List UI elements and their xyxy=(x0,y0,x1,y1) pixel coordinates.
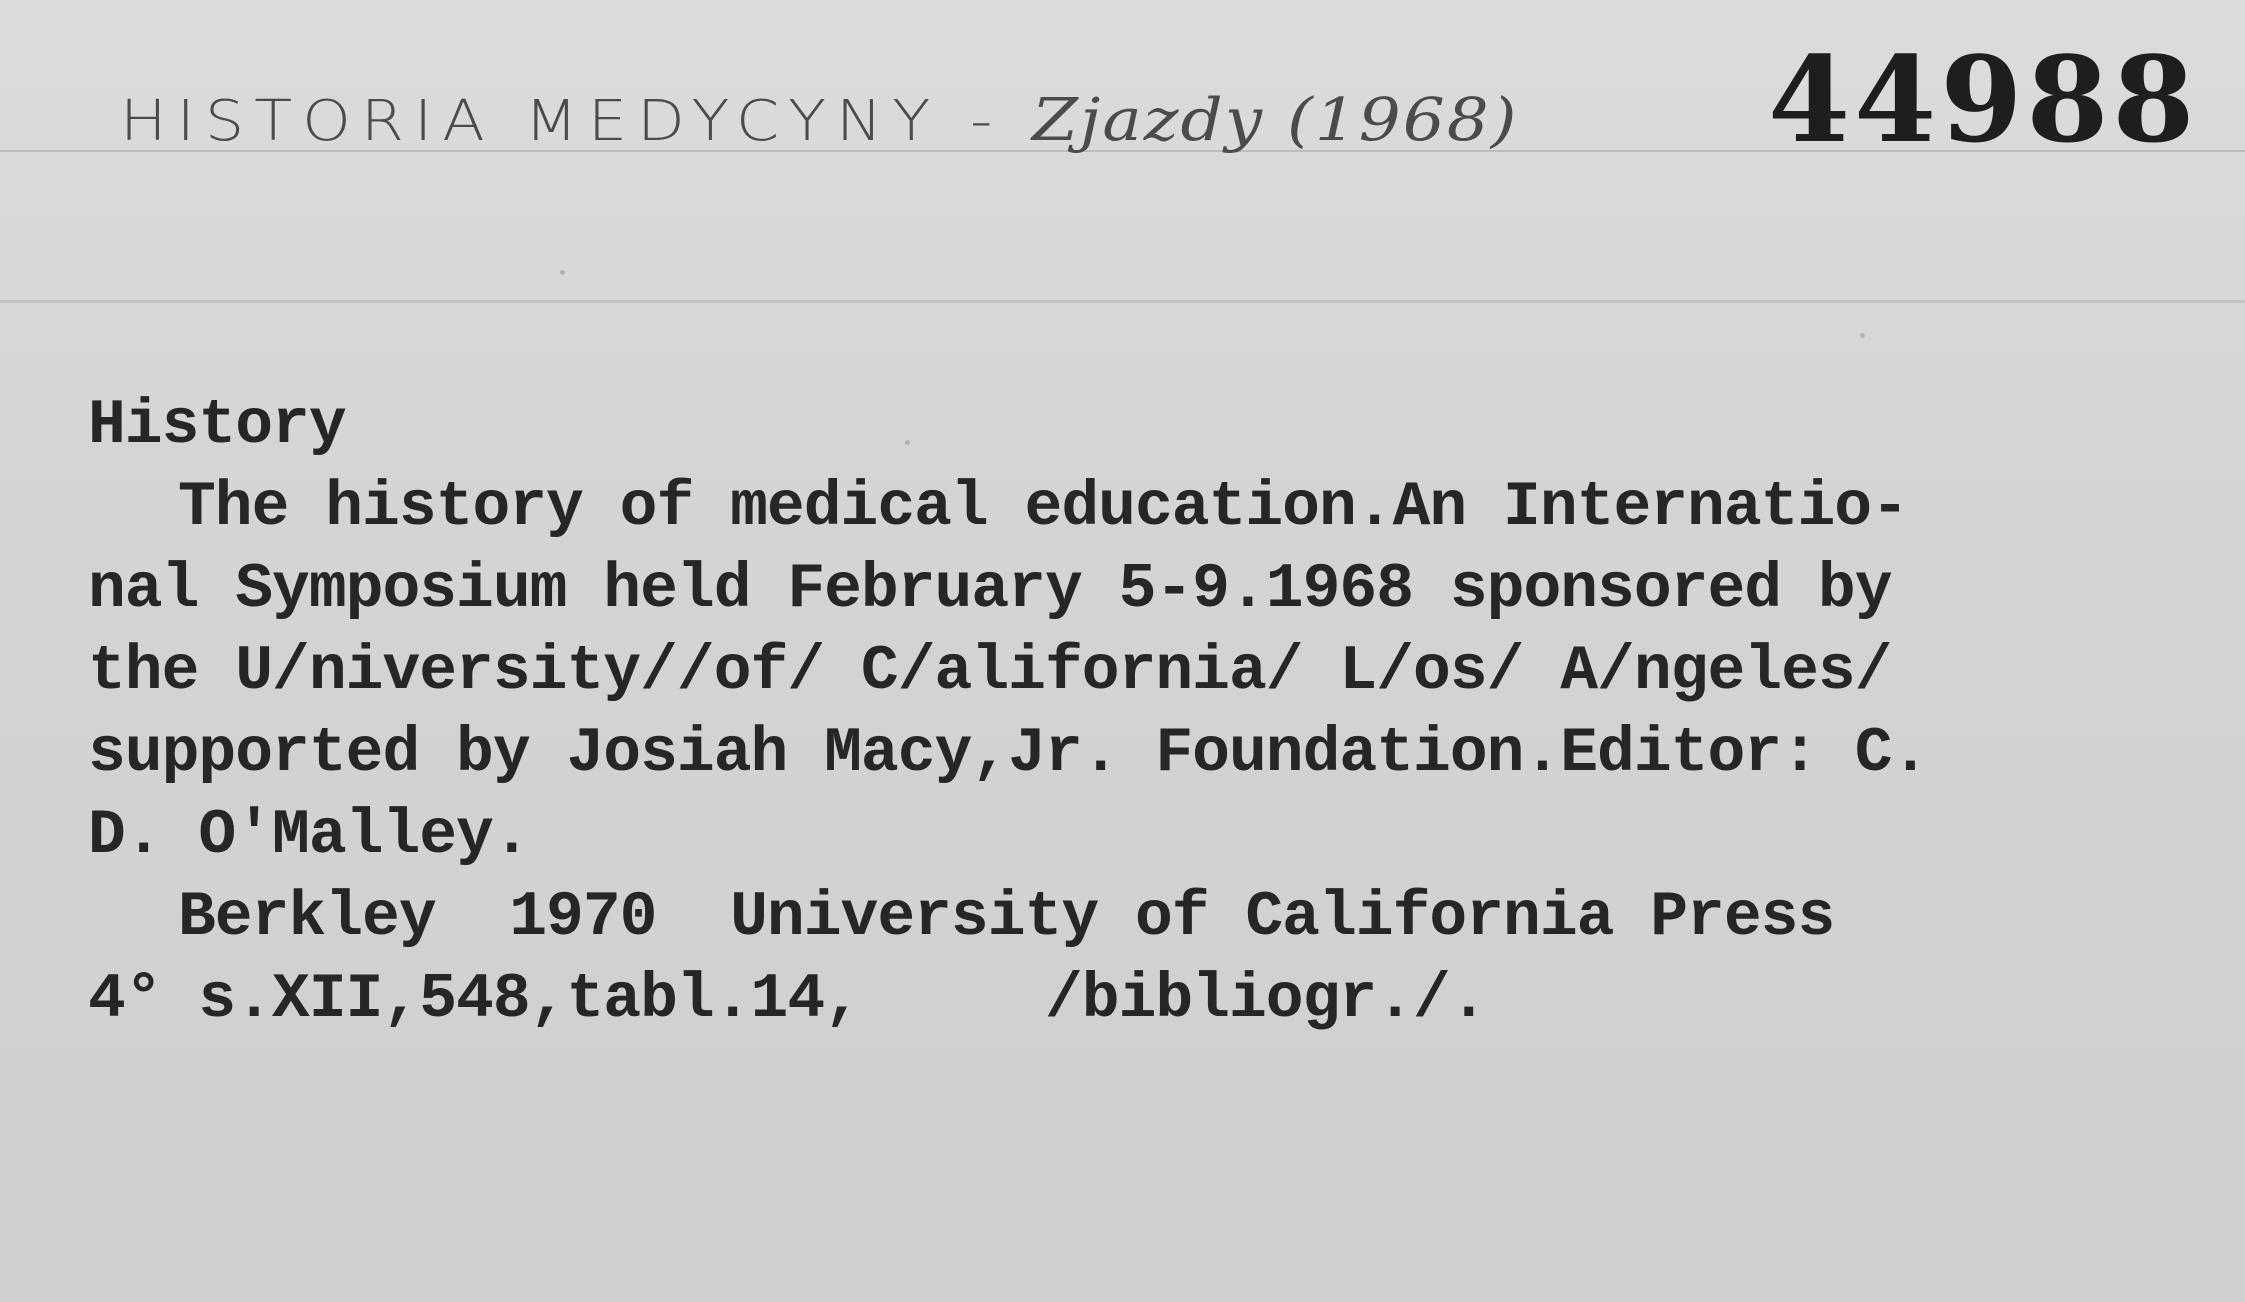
ruled-line-middle xyxy=(0,300,2245,303)
subject-heading-main: HISTORIA MEDYCYNY - xyxy=(120,87,1033,154)
paper-speck xyxy=(1860,333,1865,338)
entry-line-title: The history of medical education.An Internatio- xyxy=(178,472,1908,543)
entry-line: D. O'Malley. xyxy=(88,800,530,871)
entry-heading: History xyxy=(88,390,346,461)
paper-speck xyxy=(560,270,565,275)
entry-line: nal Symposium held February 5-9.1968 sponsored by xyxy=(88,554,1892,625)
subject-heading xyxy=(120,85,1518,154)
paper-speck xyxy=(905,440,910,445)
entry-line-collation: 4° s.XII,548,tabl.14, /bibliogr./. xyxy=(88,964,1487,1035)
subject-heading-sub: Zjazdy (1968) xyxy=(1032,85,1519,155)
entry-line-imprint: Berkley 1970 University of California Press xyxy=(178,882,1835,953)
entry-line: supported by Josiah Macy,Jr. Foundation.Editor: C. xyxy=(88,718,1929,789)
accession-number: 44988 xyxy=(1768,30,2199,169)
entry-line: the U/niversity//of/ C/alifornia/ L/os/ A/ngeles/ xyxy=(88,636,1892,707)
